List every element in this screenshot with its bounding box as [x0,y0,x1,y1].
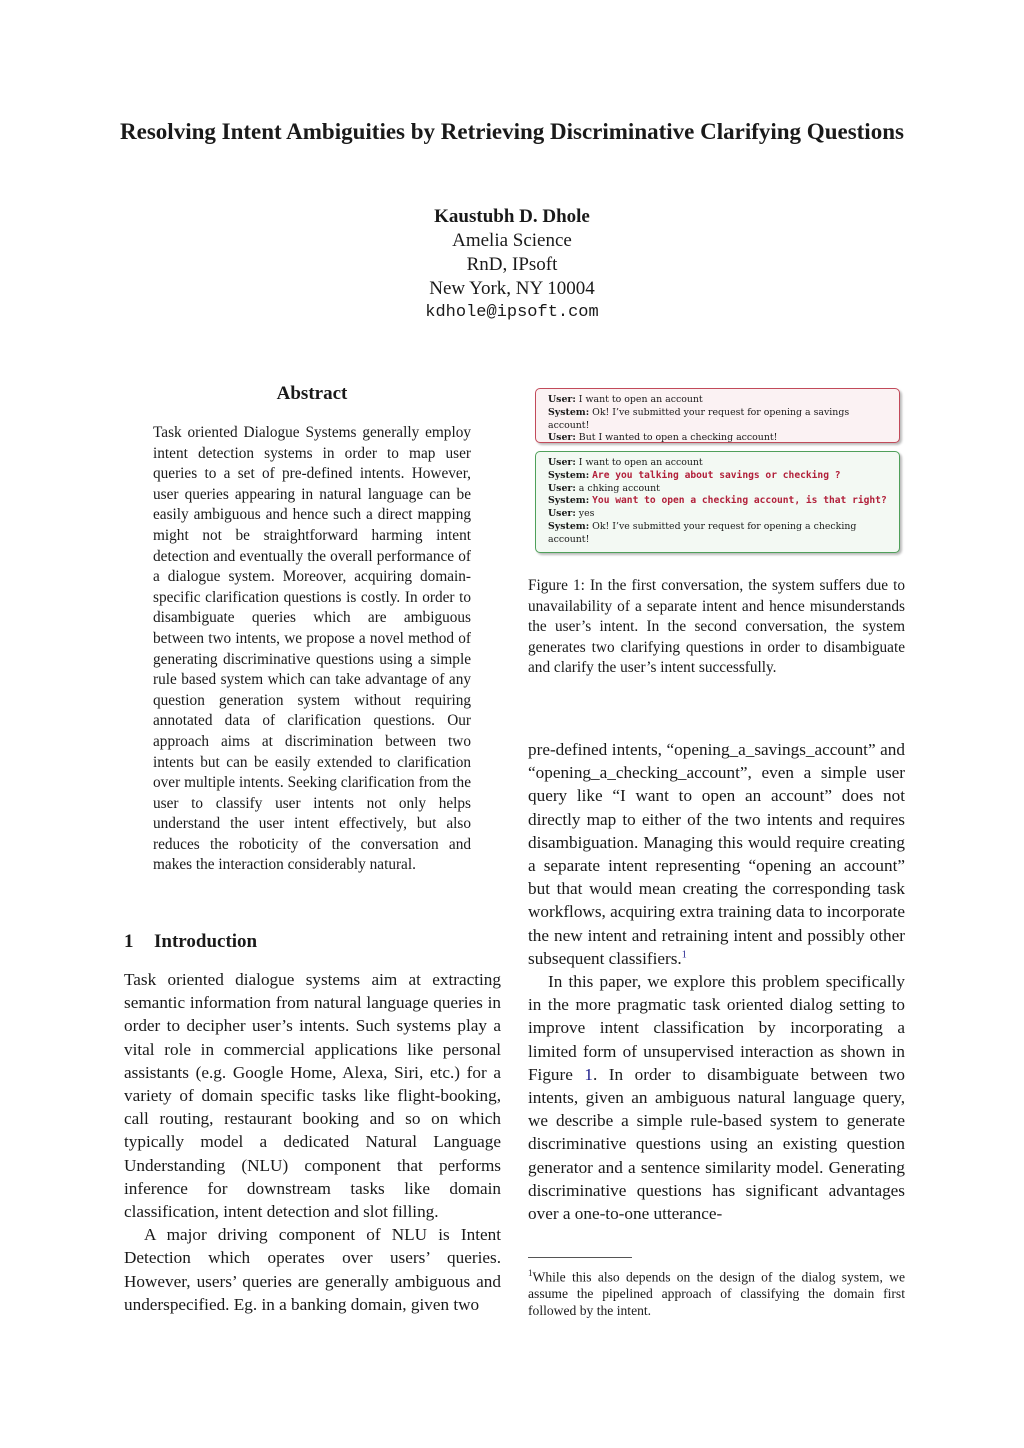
intro-paragraph-2: A major driving component of NLU is Intent Detection which operates over users’ queries. However, users’ queries are generally ambiguous and underspecified. Eg. in a banking domain, given two [124,1225,501,1314]
intro-paragraph-1: Task oriented dialogue systems aim at extracting semantic information from natural language queries in order to decipher user’s intents. Such systems play a vital role in commercial applications like personal assistants (e.g. Google Home, Alexa, Siri, etc.) for a variety of domain specific tasks like flight-booking, call routing, restaurant booking and so on which typically model a dedicated Natural Language Understanding (NLU) component that performs inference for downstream tasks like domain classification, intent detection and slot filling. [124,970,501,1222]
dialog-line: System: Ok! I’ve submitted your request for opening a checking account! [548,520,857,545]
abstract-heading: Abstract [276,383,348,404]
figure-conversation-failed [535,388,900,443]
left-column-body [124,968,501,1316]
figure-conversation-clarified [535,451,900,553]
dialog-line: User: I want to open an account [548,457,703,468]
intro-paragraph-4: In this paper, we explore this problem specifically in the more pragmatic task oriented dialog setting to improve intent classification by incorporating a limited form of unsupervised interaction as shown in Figure 1. In order to disambiguate between two intents, given an ambiguous natural language query, we describe a simple rule-based system to generate discriminative questions using an existing question generator and a sentence similarity model. Generating discriminative questions has significant advantages over a one-to-one utterance- [528,972,905,1224]
section-heading-introduction [124,931,257,953]
author-affiliation: Amelia Science [452,230,572,251]
footnote-marker[interactable]: 1 [681,949,687,961]
dialog-line: User: I want to open an account [548,394,703,405]
author-block [312,205,712,325]
author-name: Kaustubh D. Dhole [434,206,590,227]
footnote-divider [528,1257,632,1258]
dialog-line-question: System: You want to open a checking account, is that right? [548,495,887,507]
figure-link[interactable]: 1 [584,1064,593,1084]
dialog-line: User: yes [548,508,595,520]
footnote-number: 1 [528,1268,533,1278]
section-title: Introduction [154,931,258,952]
author-department: RnD, IPsoft [466,254,558,275]
dialog-line: User: a chking account [548,482,660,494]
dialog-line: User: But I wanted to open a checking account! [548,432,778,444]
dialog-line: System: Ok! I’ve submitted your request for opening a savings account! [548,406,850,431]
intro-paragraph-3: pre-defined intents, “opening_a_savings_account” and “opening_a_checking_account”, even a simple user query like “I want to open an account” does not directly map to either of the two intents and requires disambiguation. Managing this would require creating a separate intent representing “opening an account” but that would mean creating the corresponding task workflows, acquiring extra training data to incorporate the new intent and retraining intent and possibly other subsequent classifiers.$^1$ [528,740,905,968]
section-number: 1 [124,931,134,952]
author-address: New York, NY 10004 [429,278,595,299]
author-email: kdhole@ipsoft.com [425,303,599,322]
paper-title: Resolving Intent Ambiguities by Retrieving Discriminative Clarifying Questions [120,119,904,144]
figure-caption: Figure 1: In the first conversation, the system suffers due to unavailability of a separate intent and hence misunderstands the user’s intent. In the second conversation, the system generates two clarifying questions in order to disambiguate and clarify the user’s intent successfully. [528,577,905,677]
right-column-body [528,738,905,1225]
footnote-text: While this also depends on the design of the dialog system, we assume the pipelined approach of classifying the domain first followed by the intent. [528,1269,905,1318]
abstract-text: Task oriented Dialogue Systems generally employ intent detection systems in order to map user queries to a set of pre-defined intents. However, user queries appearing in natural language can be easily ambiguous and hence such a direct mapping might not be straightforward harming intent detection and eventually the overall performance of a dialogue system. Moreover, acquiring domain-specific clarification questions is costly. In order to disambiguate queries which are ambiguous between two intents, we propose a novel method of generating discriminative questions using a simple rule based system which can take advantage of any question generation system without requiring annotated data of clarification questions. Our approach aims at discrimination between two intents but can be easily extended to clarification over multiple intents. Seeking clarification from the user to classify user intents not only helps understand the user intent effectively, but also reduces the roboticity of the conversation and makes the interaction considerably natural. [153,424,471,874]
dialog-line-question: System: Are you talking about savings or checking ? [548,469,841,481]
footnote [528,1265,905,1319]
